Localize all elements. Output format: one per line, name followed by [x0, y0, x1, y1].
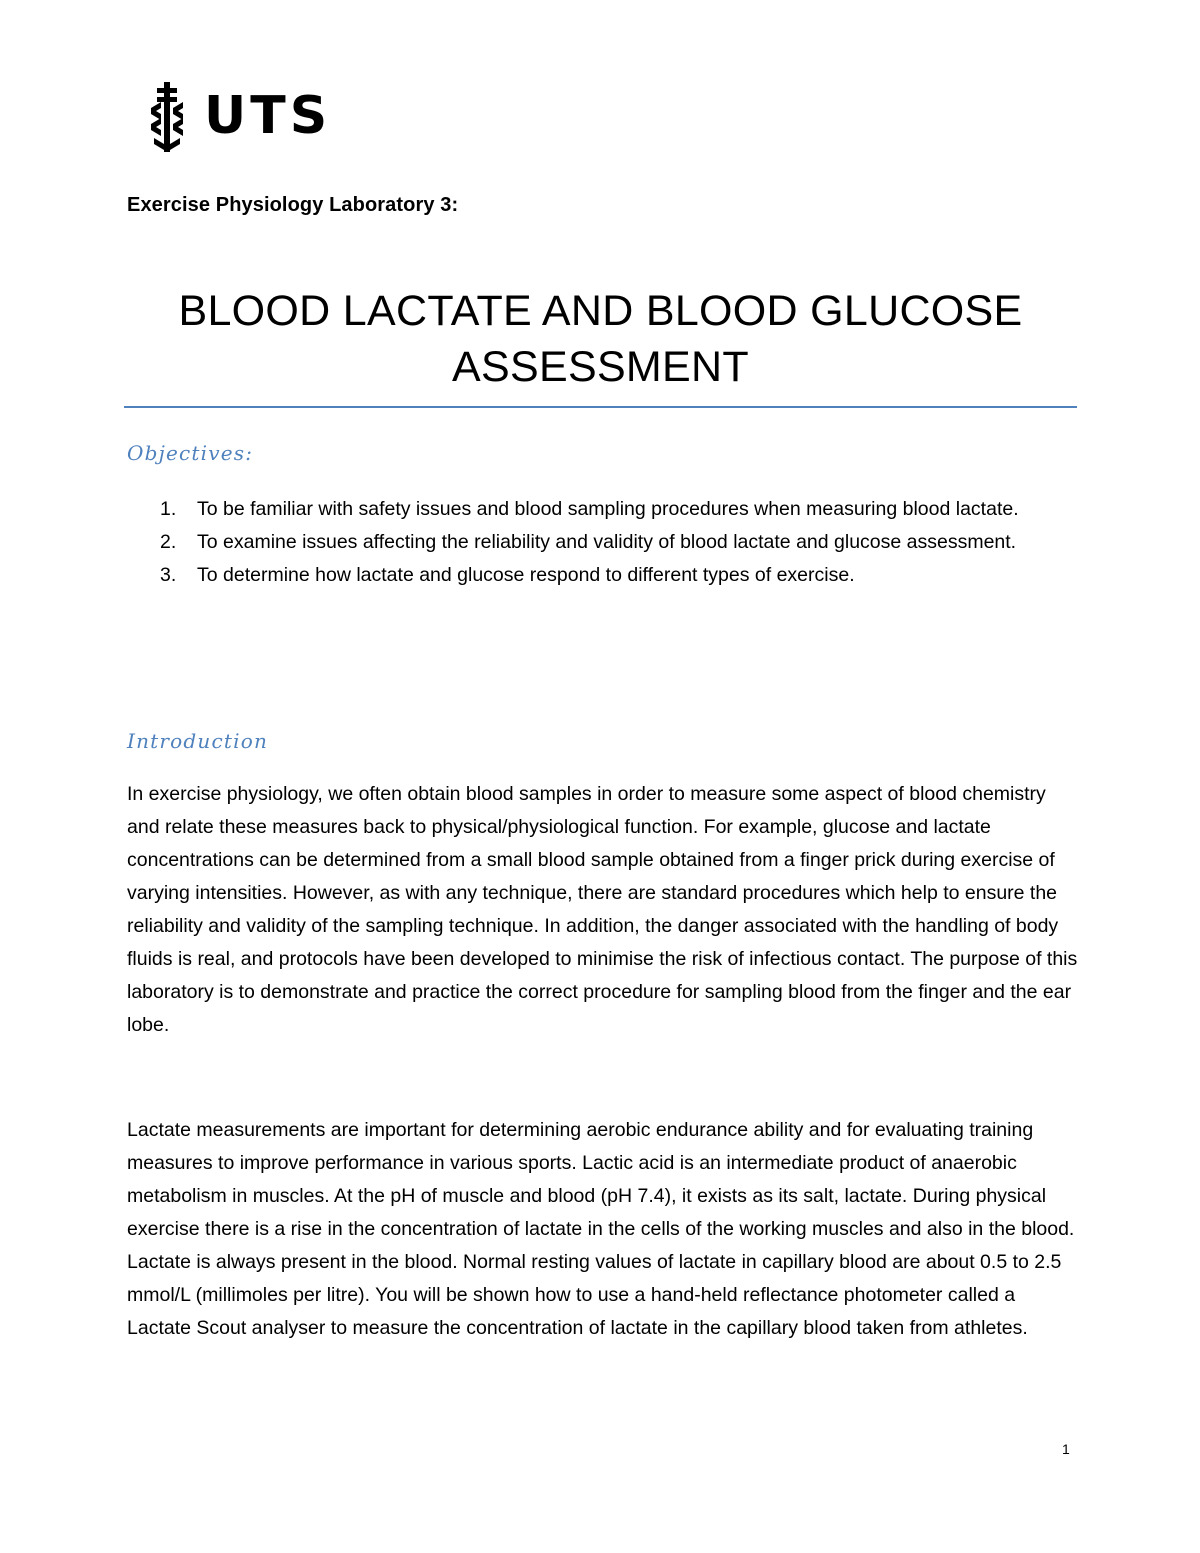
page-number: 1 [1062, 1441, 1070, 1457]
document-title-line-1: BLOOD LACTATE AND BLOOD GLUCOSE [178, 287, 1023, 335]
document-title-line-2: ASSESSMENT [452, 343, 749, 391]
objective-item [160, 493, 1060, 526]
document-title [124, 283, 1077, 395]
objectives-list [160, 493, 1060, 592]
objective-number: 3. [160, 564, 177, 586]
objective-item [160, 526, 1060, 559]
objective-number: 2. [160, 531, 177, 553]
introduction-paragraph-2: Lactate measurements are important for determining aerobic endurance ability and for evaluating training measures to improve performance in various sports. Lactic acid is an intermediate product of anaerobic metabolism in muscles. At the pH of muscle and blood (pH 7.4), it exists as its salt, lactate. During physical exercise there is a rise in the concentration of lactate in the cells of the working muscles and also in the blood. Lactate is always present in the blood. Normal resting values of lactate in capillary blood are about 0.5 to 2.5 mmol/L (millimoles per litre). You will be shown how to use a hand-held reflectance photometer called a Lactate Scout analyser to measure the concentration of lactate in the capillary blood taken from athletes. [127, 1119, 1075, 1339]
title-underline-rule [124, 406, 1077, 408]
objective-text: To examine issues affecting the reliability and validity of blood lactate and glucose assessment. [197, 531, 1017, 553]
objective-text: To determine how lactate and glucose respond to different types of exercise. [197, 564, 855, 586]
lab-title: Exercise Physiology Laboratory 3: [127, 194, 459, 216]
objectives-heading: Objectives: [127, 441, 254, 465]
objective-text: To be familiar with safety issues and blood sampling procedures when measuring blood lactate. [197, 498, 1019, 520]
logo-text: UTS [204, 86, 332, 146]
uts-logo [148, 82, 332, 154]
objective-item [160, 559, 1060, 592]
objective-number: 1. [160, 498, 177, 520]
introduction-heading: Introduction [127, 729, 269, 753]
introduction-paragraph-1: In exercise physiology, we often obtain blood samples in order to measure some aspect of blood chemistry and relate these measures back to physical/physiological function. For example, glucose and lactate concentrations can be determined from a small blood sample obtained from a finger prick during exercise of varying intensities. However, as with any technique, there are standard procedures which help to ensure the reliability and validity of the sampling technique. In addition, the danger associated with the handling of body fluids is real, and protocols have been developed to minimise the risk of infectious contact. The purpose of this laboratory is to demonstrate and practice the correct procedure for sampling blood from the finger and the ear lobe. [127, 783, 1078, 1036]
